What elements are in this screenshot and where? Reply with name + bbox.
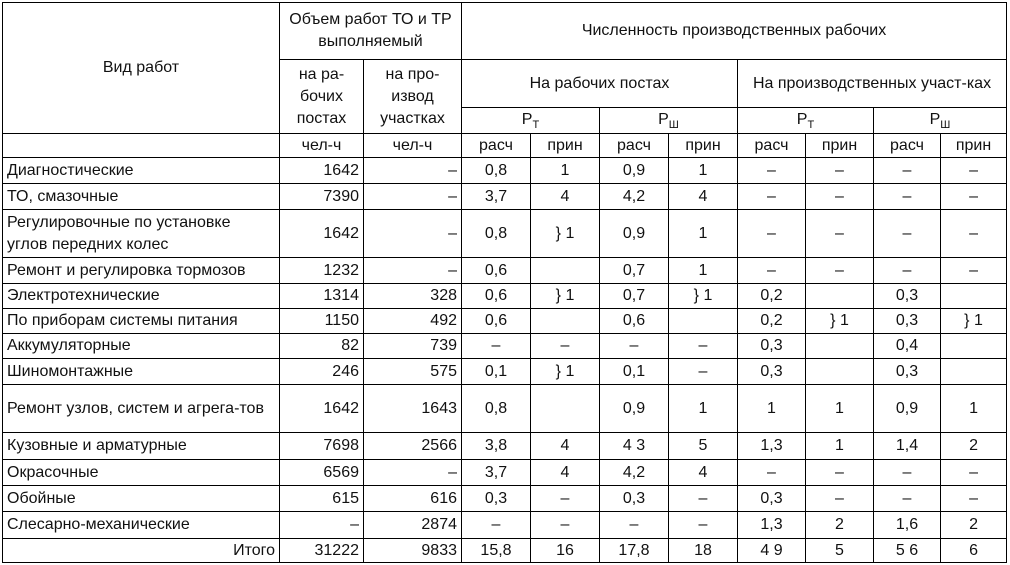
cell-ut-r: 0,3 [738,359,806,385]
total-v2: 9833 [364,539,462,563]
header-blank [3,134,280,158]
cell-pt-r: – [462,334,531,359]
cell-pt-r: 0,6 [462,309,531,334]
cell-ush-r: 1,6 [874,512,941,539]
header-at-sections: на про-извод участках [364,60,462,134]
cell-ut-r: – [738,460,806,486]
header-accepted: прин [669,134,738,158]
cell-v2: – [364,210,462,258]
cell-ush-p: 2 [941,433,1007,460]
header-work-type: Вид работ [3,3,280,134]
total-ut-r: 4 9 [738,539,806,563]
table-row [3,184,1007,210]
cell-psh-r: 0,3 [600,486,669,512]
row-label: Диагностические [3,158,280,184]
cell-ush-p: 2 [941,512,1007,539]
row-label: Окрасочные [3,460,280,486]
cell-ut-p: – [806,460,874,486]
cell-psh-p: – [669,359,738,385]
cell-ut-r: – [738,210,806,258]
cell-v1: 246 [280,359,364,385]
total-pt-p: 16 [531,539,600,563]
cell-v2: 616 [364,486,462,512]
cell-ush-r: – [874,210,941,258]
header-calc: расч [874,134,941,158]
cell-ush-p: – [941,258,1007,284]
cell-ut-p: – [806,184,874,210]
cell-v1: 7390 [280,184,364,210]
cell-ut-p: } 1 [806,309,874,334]
row-label: Аккумуляторные [3,334,280,359]
row-label: По приборам системы питания [3,309,280,334]
cell-psh-p: 1 [669,258,738,284]
cell-ush-p: – [941,184,1007,210]
cell-v1: 82 [280,334,364,359]
cell-ut-r: 0,2 [738,309,806,334]
cell-ut-p: – [806,158,874,184]
header-at-posts: на ра-бочих постах [280,60,364,134]
cell-ut-p [806,284,874,309]
header-work-posts: На рабочих постах [462,60,738,108]
table-row [3,460,1007,486]
cell-psh-r: 0,7 [600,284,669,309]
table-row [3,210,1007,258]
header-psh-posts: $Р_Ш$ [600,108,738,134]
cell-psh-p: 1 [669,210,738,258]
cell-ush-r: 0,4 [874,334,941,359]
cell-psh-p: 4 [669,460,738,486]
cell-pt-r: 3,8 [462,433,531,460]
cell-ut-p: 2 [806,512,874,539]
cell-ut-p [806,334,874,359]
cell-ush-p: – [941,210,1007,258]
cell-v2: 2874 [364,512,462,539]
table-row [3,359,1007,385]
row-label: Кузовные и арматурные [3,433,280,460]
cell-psh-r: 4,2 [600,184,669,210]
cell-v1: 1642 [280,210,364,258]
cell-pt-p: } 1 [531,359,600,385]
cell-ush-p [941,359,1007,385]
total-pt-r: 15,8 [462,539,531,563]
cell-pt-p: 4 [531,184,600,210]
cell-v2: 492 [364,309,462,334]
table-row [3,512,1007,539]
cell-ut-r: 0,3 [738,334,806,359]
header-volume: Объем работ ТО и ТР выполняемый [280,3,462,60]
cell-ut-r: 1 [738,385,806,433]
header-pt-posts: $Р_Т$ [462,108,600,134]
cell-ut-p [806,359,874,385]
cell-psh-p: 1 [669,385,738,433]
row-label: Обойные [3,486,280,512]
cell-pt-r: 0,6 [462,284,531,309]
header-accepted: прин [806,134,874,158]
cell-pt-r: 0,3 [462,486,531,512]
cell-ush-r: 0,3 [874,284,941,309]
table-row [3,334,1007,359]
cell-ut-r: – [738,258,806,284]
header-accepted: прин [941,134,1007,158]
row-label: ТО, смазочные [3,184,280,210]
cell-ut-r: 0,2 [738,284,806,309]
cell-psh-p: – [669,486,738,512]
cell-psh-p: 4 [669,184,738,210]
cell-ush-r: – [874,460,941,486]
cell-pt-r: 3,7 [462,184,531,210]
table-row [3,158,1007,184]
cell-v1: 1642 [280,158,364,184]
header-production-sections: На производственных участ-ках [738,60,1007,108]
cell-pt-r: 0,1 [462,359,531,385]
cell-pt-p [531,309,600,334]
cell-psh-r: 0,9 [600,385,669,433]
cell-psh-r: 0,7 [600,258,669,284]
cell-psh-p: 5 [669,433,738,460]
total-label: Итого [3,539,280,563]
cell-v2: – [364,158,462,184]
cell-ut-r: 1,3 [738,433,806,460]
total-psh-p: 18 [669,539,738,563]
cell-psh-p [669,309,738,334]
cell-v2: 575 [364,359,462,385]
cell-ut-r: – [738,158,806,184]
cell-pt-p: } 1 [531,210,600,258]
cell-pt-p: – [531,486,600,512]
cell-ush-r: – [874,184,941,210]
cell-ut-r: 0,3 [738,486,806,512]
cell-psh-r: 0,9 [600,210,669,258]
cell-pt-r: 3,7 [462,460,531,486]
header-pt-sections: $Р_Т$ [738,108,874,134]
cell-v1: – [280,512,364,539]
cell-ut-p: – [806,210,874,258]
cell-psh-r: 4,2 [600,460,669,486]
cell-ush-r: 0,9 [874,385,941,433]
cell-ush-r: 1,4 [874,433,941,460]
table-row [3,284,1007,309]
cell-psh-p: – [669,512,738,539]
cell-v2: 1643 [364,385,462,433]
cell-v2: – [364,184,462,210]
header-calc: расч [600,134,669,158]
row-label: Ремонт узлов, систем и агрега-тов [3,385,280,433]
table-row [3,309,1007,334]
cell-pt-r: 0,6 [462,258,531,284]
header-psh-sections: $Р_Ш$ [874,108,1007,134]
cell-pt-p: – [531,334,600,359]
row-label: Регулировочные по установке углов передних колес [3,210,280,258]
header-accepted: прин [531,134,600,158]
table-row [3,433,1007,460]
cell-v1: 7698 [280,433,364,460]
cell-v2: 328 [364,284,462,309]
cell-v1: 1150 [280,309,364,334]
total-ut-p: 5 [806,539,874,563]
cell-v2: – [364,258,462,284]
cell-v2: 739 [364,334,462,359]
cell-ush-p: – [941,460,1007,486]
cell-ush-p: } 1 [941,309,1007,334]
cell-ush-r: – [874,158,941,184]
table-row [3,258,1007,284]
cell-v2: 2566 [364,433,462,460]
cell-v2: – [364,460,462,486]
cell-v1: 1642 [280,385,364,433]
total-ush-p: 6 [941,539,1007,563]
cell-pt-p: – [531,512,600,539]
cell-ush-r: 0,3 [874,359,941,385]
total-row [3,539,1007,563]
cell-ush-p: 1 [941,385,1007,433]
labor-table [2,2,1007,563]
cell-psh-p: – [669,334,738,359]
cell-ush-p [941,334,1007,359]
cell-ut-r: 1,3 [738,512,806,539]
cell-ut-p: 1 [806,385,874,433]
cell-psh-r: – [600,334,669,359]
cell-pt-p [531,385,600,433]
cell-pt-p: 4 [531,460,600,486]
header-workers-count: Численность производственных рабочих [462,3,1007,60]
total-psh-r: 17,8 [600,539,669,563]
cell-v1: 1232 [280,258,364,284]
cell-pt-r: – [462,512,531,539]
row-label: Ремонт и регулировка тормозов [3,258,280,284]
total-v1: 31222 [280,539,364,563]
cell-ut-r: – [738,184,806,210]
cell-pt-p: } 1 [531,284,600,309]
cell-psh-r: – [600,512,669,539]
cell-pt-p [531,258,600,284]
cell-v1: 6569 [280,460,364,486]
header-unit-2: чел-ч [364,134,462,158]
cell-ut-p: 1 [806,433,874,460]
cell-ush-p: – [941,486,1007,512]
cell-ut-p: – [806,258,874,284]
cell-v1: 1314 [280,284,364,309]
cell-pt-p: 1 [531,158,600,184]
cell-ush-r: 0,3 [874,309,941,334]
table-row [3,486,1007,512]
table-row [3,385,1007,433]
cell-ush-p [941,284,1007,309]
cell-ush-r: – [874,486,941,512]
cell-ush-p: – [941,158,1007,184]
cell-psh-p: } 1 [669,284,738,309]
cell-pt-r: 0,8 [462,210,531,258]
cell-psh-r: 0,6 [600,309,669,334]
cell-pt-r: 0,8 [462,385,531,433]
total-ush-r: 5 6 [874,539,941,563]
cell-psh-p: 1 [669,158,738,184]
cell-ush-r: – [874,258,941,284]
cell-psh-r: 0,9 [600,158,669,184]
header-calc: расч [738,134,806,158]
header-unit-1: чел-ч [280,134,364,158]
cell-v1: 615 [280,486,364,512]
row-label: Электротехнические [3,284,280,309]
cell-psh-r: 4 3 [600,433,669,460]
cell-psh-r: 0,1 [600,359,669,385]
cell-pt-r: 0,8 [462,158,531,184]
header-calc: расч [462,134,531,158]
cell-pt-p: 4 [531,433,600,460]
cell-ut-p: – [806,486,874,512]
row-label: Шиномонтажные [3,359,280,385]
row-label: Слесарно-механические [3,512,280,539]
